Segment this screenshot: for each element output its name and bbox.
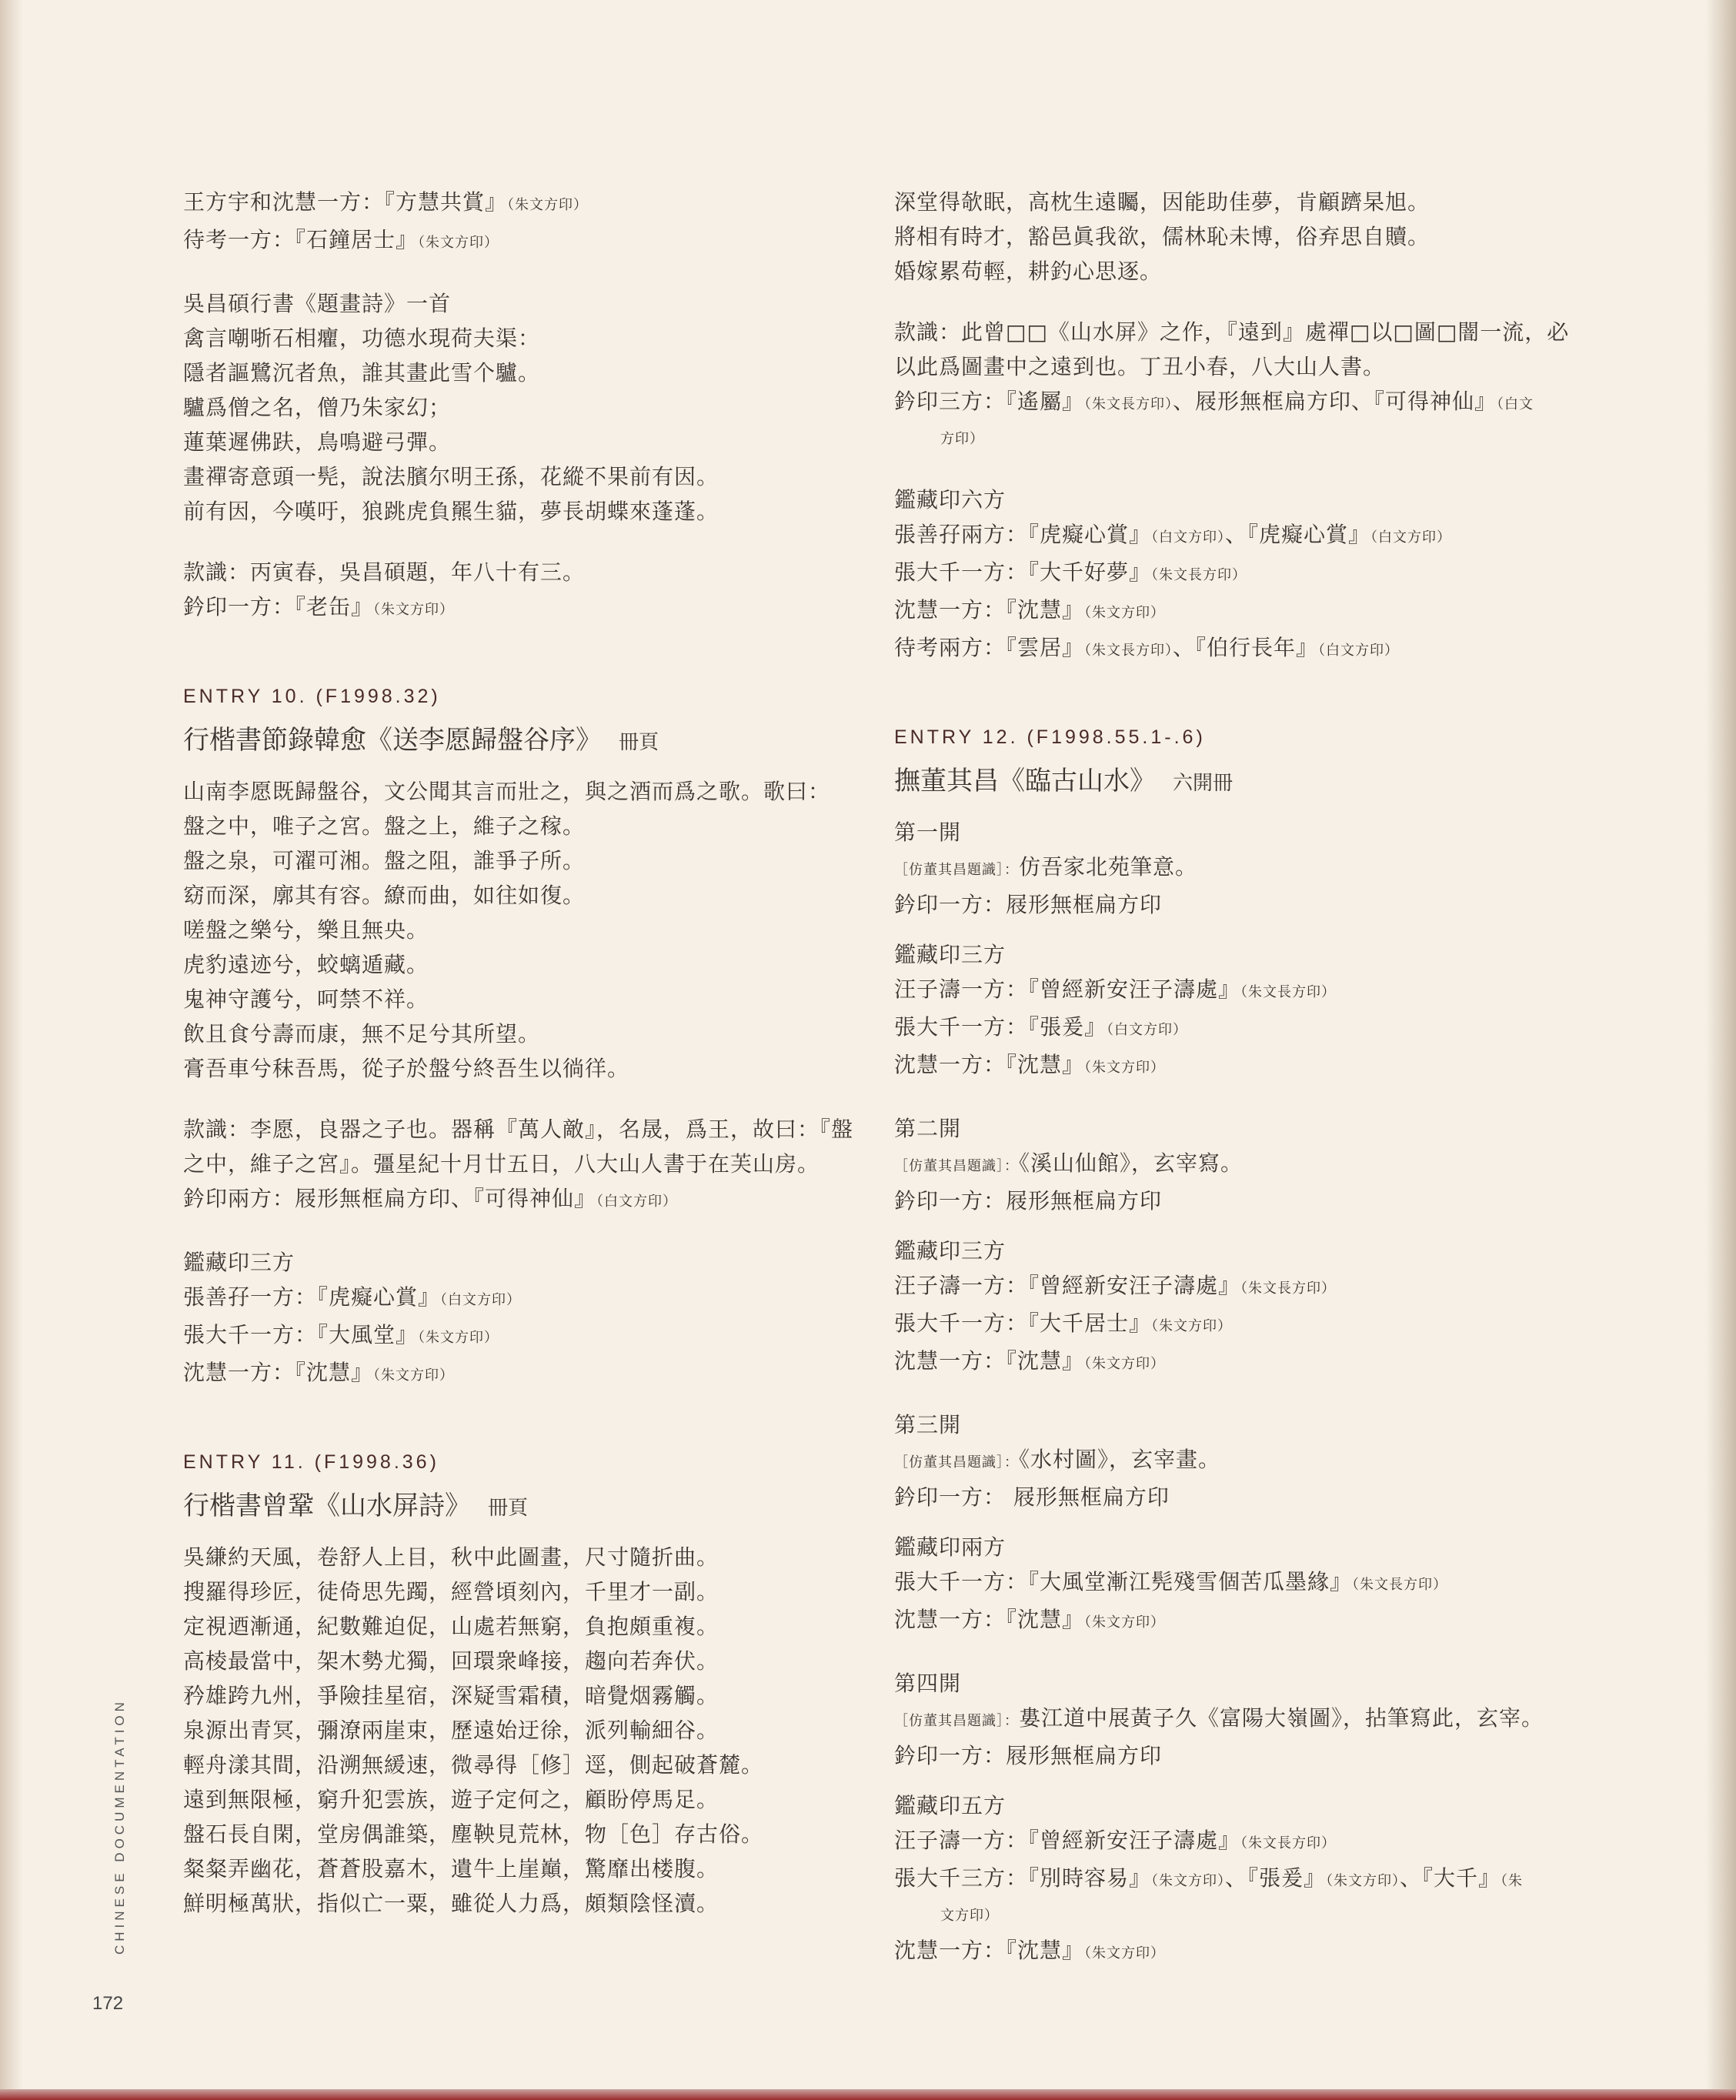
text-line: 山南李愿既歸盤谷，文公聞其言而壯之，與之酒而爲之歌。歌曰： [183,779,831,804]
seal-line: 鈐印三方：『遙屬』（朱文長方印）、屐形無框扁方印、『可得神仙』（白文 [894,389,1534,414]
text-line: 泉源出青冥，彌潦兩崖束，歷遠始迂徐，派列輸細谷。 [183,1718,719,1743]
text-line: 膏吾車兮秣吾馬，從子於盤兮終吾生以徜徉。 [183,1056,630,1081]
text-line: 嗟盤之樂兮，樂且無央。 [183,917,429,943]
page-edge-bottom [0,2089,1736,2100]
text-line: 遠到無限極，窮升犯雲族，遊子定何之，顧盼停馬足。 [183,1787,719,1812]
inscription-line: 之中，維子之宮』。彊星紀十月廿五日，八大山人書于在芙山房。 [183,1151,820,1177]
poem-line: 禽言嘲哳石相癯，功德水現荷夫渠： [183,326,541,351]
seal-line: 鈐印一方：屐形無框扁方印 [894,1743,1163,1768]
text-line: 盤之中，唯子之宮。盤之上，維子之稼。 [183,813,586,839]
seal-line: 沈慧一方：『沈慧』（朱文方印） [894,1348,1166,1374]
inscription-line: 款識：李愿，良器之子也。器稱『萬人敵』，名晟，爲王，故曰：『盤 [183,1117,854,1142]
seal-line: 汪子濤一方：『曾經新安汪子濤處』（朱文長方印） [894,1273,1337,1298]
seal-line: 待考兩方：『雲居』（朱文長方印）、『伯行長年』（白文方印） [894,635,1400,660]
seal-line: 沈慧一方：『沈慧』（朱文方印） [894,1607,1166,1632]
text-line: 深堂得欹眠，高枕生遠矚，因能助佳夢，肯顧躋杲旭。 [894,189,1431,215]
page-edge-right [1705,0,1736,2100]
text-line: 定視迺漸通，紀數難迫促，山處若無窮，負抱頗重複。 [183,1614,719,1639]
text-line: 輕舟漾其間，沿溯無緩速，微尋得［修］逕，側起破蒼麓。 [183,1752,764,1778]
collector-title: 鑑藏印六方 [894,487,1007,512]
seal-line: 沈慧一方：『沈慧』（朱文方印） [894,1938,1166,1963]
entry-label: ENTRY 11. (F1998.36) [183,1451,439,1473]
text-line: 婚嫁累苟輕，耕釣心思逐。 [894,259,1163,284]
inscription-line: 款識：丙寅春，吳昌碩題，年八十有三。 [183,559,586,585]
seal-line: 沈慧一方：『沈慧』（朱文方印） [894,1052,1166,1077]
seal-line: 汪子濤一方：『曾經新安汪子濤處』（朱文長方印） [894,977,1337,1002]
seal-line: 鈐印一方：屐形無框扁方印 [894,1188,1163,1214]
collector-title: 鑑藏印三方 [183,1250,295,1275]
left-column [183,185,876,1921]
text-line: 虎豹遠迹兮，蛟螭遁藏。 [183,952,429,977]
poem-title: 吳昌碩行書《題畫詩》一首 [183,291,452,316]
poem-line: 蓮葉遲佛趺，鳥鳴避弓彈。 [183,429,452,455]
leaf-inscription: ［仿董其昌題識］：仿吾家北苑筆意。 [894,854,1198,880]
seal-line: 張大千一方：『大風堂』（朱文方印） [183,1322,499,1347]
seal-line: 張大千一方：『大千好夢』（朱文長方印） [894,559,1247,585]
page-number: 172 [92,1993,124,2014]
seal-line: 鈐印兩方：屐形無框扁方印、『可得神仙』（白文方印） [183,1186,678,1211]
text-line: 吳縑約天風，卷舒人上目，秋中此圖畫，尺寸隨折曲。 [183,1544,719,1570]
leaf-inscription: ［仿董其昌題識］：《水村圖》，玄宰畫。 [894,1447,1221,1472]
seal-line: 王方宇和沈慧一方：『方慧共賞』（朱文方印） [183,189,589,215]
seal-line: 張大千一方：『大風堂漸江髡殘雪個苦瓜墨緣』（朱文長方印） [894,1569,1448,1594]
collector-title: 鑑藏印兩方 [894,1534,1007,1560]
right-column [894,185,1571,1971]
page-edge-left [0,0,23,2100]
entry-label: ENTRY 10. (F1998.32) [183,686,441,707]
seal-line: 張善孖一方：『虎癡心賞』（白文方印） [183,1284,522,1310]
seal-line: 鈐印一方：『老缶』（朱文方印） [183,594,455,619]
inscription-line: 款識：此曾□□《山水屏》之作，『遠到』處禪□以□圖□闇一流，必 [894,319,1570,345]
entry-title: 行楷書曾鞏《山水屏詩》 冊頁 [183,1491,529,1521]
text-line: 盤石長自閑，堂房偶誰築，塵鞅見荒林，物［色］存古俗。 [183,1821,764,1847]
poem-line: 驢爲僧之名，僧乃朱家幻； [183,395,452,420]
seal-line: 沈慧一方：『沈慧』（朱文方印） [894,597,1166,623]
collector-title: 鑑藏印三方 [894,942,1007,967]
collector-title: 鑑藏印三方 [894,1238,1007,1264]
seal-note-wrap: 方印） [940,431,984,447]
leaf-inscription: ［仿董其昌題識］：婁江道中展黃子久《富陽大嶺圖》，拈筆寫此，玄宰。 [894,1705,1544,1731]
seal-line: 鈐印一方：屐形無框扁方印 [894,892,1163,917]
leaf-heading: 第二開 [894,1116,962,1141]
text-line: 粲粲弄幽花，蒼蒼股嘉木，遺牛上崖巔，驚靡出楼腹。 [183,1856,719,1881]
entry-label: ENTRY 12. (F1998.55.1-.6) [894,726,1206,748]
entry-title: 撫董其昌《臨古山水》 六開冊 [894,766,1234,796]
leaf-inscription: ［仿董其昌題識］：《溪山仙館》，玄宰寫。 [894,1150,1244,1176]
seal-line: 汪子濤一方：『曾經新安汪子濤處』（朱文長方印） [894,1828,1337,1853]
text-line: 鮮明極萬狀，指似亡一粟，雖從人力爲，頗類陰怪瀆。 [183,1891,719,1916]
text-line: 將相有時才，豁邑眞我欲，儒林恥未博，俗弃思自贖。 [894,224,1431,249]
leaf-heading: 第四開 [894,1671,962,1696]
seal-line: 鈐印一方： 屐形無框扁方印 [894,1484,1170,1510]
leaf-heading: 第三開 [894,1412,962,1437]
seal-line: 張大千三方：『別時容易』（朱文方印）、『張爰』（朱文方印）、『大千』（朱 [894,1865,1524,1891]
text-line: 搜羅得珍匠，徒倚思先躅，經營頃刻內，千里才一副。 [183,1579,719,1604]
poem-line: 前有因，今嘆吁，狼跳虎負羆生貓，夢長胡蝶來蓬蓬。 [183,499,719,524]
text-line: 窈而深，廓其有容。繚而曲，如往如復。 [183,883,586,908]
entry-title: 行楷書節錄韓愈《送李愿歸盤谷序》 冊頁 [183,725,659,756]
text-line: 高棱最當中，架木勢尤獨，回環衆峰接，趨向若奔伏。 [183,1648,719,1674]
poem-line: 隱者謳鷺沉者魚，誰其畫此雪个驢。 [183,360,541,386]
text-line: 矜雄跨九州，爭險挂星宿，深疑雪霜積，暗覺烟霧觸。 [183,1683,719,1708]
inscription-line: 以此爲圖畫中之遠到也。丁丑小春，八大山人書。 [894,354,1386,379]
seal-line: 張大千一方：『張爰』（白文方印） [894,1014,1188,1040]
seal-note-wrap: 文方印） [940,1908,999,1924]
poem-line: 畫禪寄意頭一髡，說法臏尔明王孫，花縱不果前有因。 [183,464,719,489]
collector-title: 鑑藏印五方 [894,1793,1007,1818]
section-side-label: CHINESE DOCUMENTATION [112,1698,127,1955]
leaf-heading: 第一開 [894,820,962,845]
text-line: 盤之泉，可濯可湘。盤之阻，誰爭子所。 [183,848,586,873]
seal-line: 張大千一方：『大千居士』（朱文方印） [894,1310,1233,1336]
text-line: 鬼神守護兮，呵禁不祥。 [183,987,429,1012]
seal-line: 張善孖兩方：『虎癡心賞』（白文方印）、『虎癡心賞』（白文方印） [894,522,1452,547]
seal-line: 沈慧一方：『沈慧』（朱文方印） [183,1360,455,1385]
text-line: 飲且食兮壽而康，無不足兮其所望。 [183,1021,541,1047]
seal-line: 待考一方：『石鐘居士』（朱文方印） [183,227,499,252]
